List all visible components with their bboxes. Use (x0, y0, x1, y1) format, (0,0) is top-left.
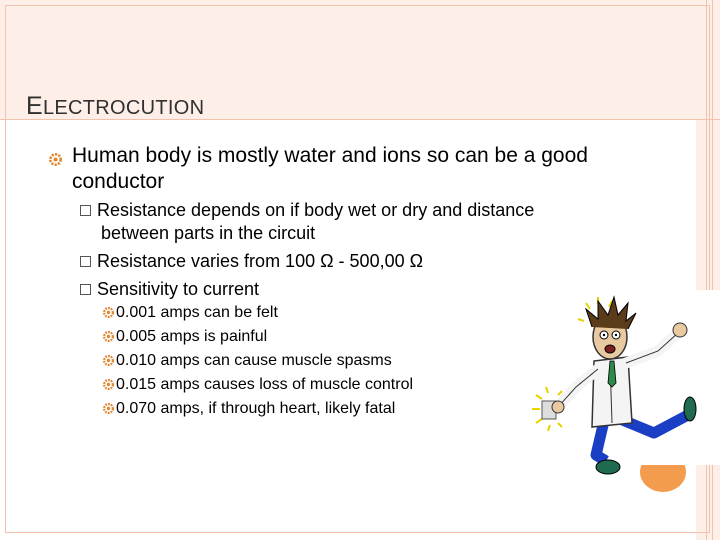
list-item-text: 0.010 amps can cause muscle spasms (116, 352, 392, 369)
list-item (103, 373, 413, 398)
title-rest: LECTROCUTION (42, 97, 205, 119)
slide-title (26, 92, 204, 121)
sub-item-text: Resistance varies from 100 Ω - 500,00 Ω (97, 251, 424, 271)
list-item (103, 349, 392, 374)
gear-bullet-icon (103, 326, 114, 350)
list-item (103, 397, 395, 422)
main-bullet-text: Human body is mostly water and ions so can be a good conductor (72, 144, 588, 193)
sub-item (80, 199, 640, 245)
gear-bullet-icon (103, 302, 114, 326)
sub-item-text: Resistance depends on if body wet or dry and distance (97, 200, 535, 220)
sub-item-text: Sensitivity to current (97, 279, 260, 299)
list-item (103, 325, 267, 350)
title-initial: E (26, 92, 43, 120)
electrocuted-man-illustration (528, 283, 698, 483)
sub-item (80, 250, 640, 273)
sub-item-text-continued: between parts in the circuit (101, 223, 316, 243)
main-bullet (49, 143, 669, 195)
list-item-text: 0.015 amps causes loss of muscle control (116, 376, 414, 393)
list-item-text: 0.070 amps, if through heart, likely fatal (116, 400, 396, 417)
gear-bullet-icon (103, 398, 114, 422)
checkbox-bullet-icon (80, 284, 91, 295)
list-item-text: 0.005 amps is painful (116, 328, 268, 345)
gear-bullet-icon (49, 147, 62, 173)
gear-bullet-icon (103, 350, 114, 374)
checkbox-bullet-icon (80, 256, 91, 267)
list-item (103, 301, 278, 326)
gear-bullet-icon (103, 374, 114, 398)
checkbox-bullet-icon (80, 205, 91, 216)
list-item-text: 0.001 amps can be felt (116, 304, 278, 321)
